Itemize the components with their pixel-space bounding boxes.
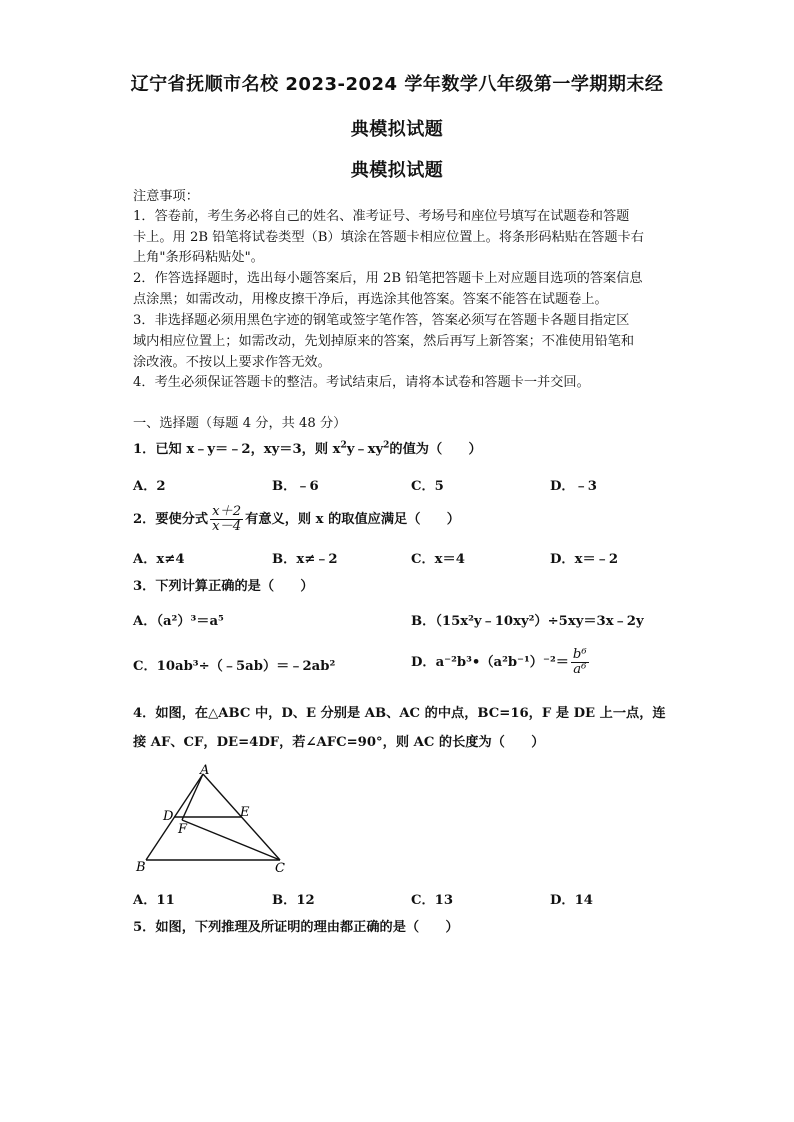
notice-line: 3．非选择题必须用黑色字迹的钢笔或签字笔作答，答案必须写在答题卡各题目指定区 [133,313,630,328]
label-b: B [136,860,146,875]
q2-fraction: $\frac{x+2}{x-4}$ [212,504,242,534]
q2-option-c: C．x＝4 [411,552,465,567]
question-1-stem: 1．已知 x﹣y＝﹣2，xy＝3，则 $x^2y﹣xy^2$的值为（ ） [133,440,482,457]
q4-option-d: D．14 [550,893,593,908]
label-f: F [178,822,188,837]
q4-option-b: B．12 [272,893,315,908]
q3-option-b: B．（15x²y﹣10xy²）÷5xy＝3x﹣2y [411,614,644,629]
notice-line: 1．答卷前，考生务必将自己的姓名、准考证号、考场号和座位号填写在试题卷和答题 [133,209,630,224]
section-heading: 一、选择题（每题 4 分，共 48 分） [133,416,347,431]
segment-fc [182,820,280,860]
question-2-stem: 2．要使分式 $\frac{x+2}{x-4}$ 有意义，则 x 的取值应满足（ ） [133,504,460,534]
q3-option-d: D．a⁻²b³•（a²b⁻¹）⁻²＝ $\frac{\text{b⁶}}{\text{a⁶}}$ [411,647,587,677]
q1-option-d: D．﹣3 [550,479,597,494]
notice-heading: 注意事项： [133,189,199,204]
notice-line: 域内相应位置上；如需改动，先划掉原来的答案，然后再写上新答案；不准使用铅笔和 [133,334,635,349]
page-title-line3: 典模拟试题 [350,160,444,181]
q3-option-c: C．10ab³÷（﹣5ab）＝﹣2ab² [133,659,336,674]
q1-option-b: B．﹣6 [272,479,319,494]
q3-d-fraction: $\frac{\text{b⁶}}{\text{a⁶}}$ [572,647,587,677]
q2-option-d: D．x＝﹣2 [550,552,619,567]
notice-line: 2．作答选择题时，选出每小题答案后，用 2B 铅笔把答题卡上对应题目选项的答案信息 [133,271,643,286]
notice-line: 卡上。用 2B 铅笔将试卷类型（B）填涂在答题卡相应位置上。将条形码粘贴在答题卡右 [133,230,644,245]
question-4-line2: 接 AF、CF，DE=4DF，若∠AFC=90°，则 AC 的长度为（ ） [133,735,545,750]
notice-line: 4．考生必须保证答题卡的整洁。考试结束后，请将本试卷和答题卡一并交回。 [133,375,590,390]
notice-line: 涂改液。不按以上要求作答无效。 [133,355,331,370]
triangle-figure [130,762,310,882]
q1-option-c: C．5 [411,479,444,494]
notice-line: 点涂黑；如需改动，用橡皮擦干净后，再选涂其他答案。答案不能答在试题卷上。 [133,292,608,307]
page-title-line2: 典模拟试题 [350,119,444,140]
q4-option-a: A．11 [133,893,175,908]
label-a: A [200,763,210,778]
label-e: E [240,805,250,820]
q2-option-b: B．x≠﹣2 [272,552,338,567]
label-c: C [275,861,285,876]
notice-line: 上角"条形码粘贴处"。 [133,250,264,265]
q2-option-a: A．x≠4 [133,552,185,567]
segment-af [182,774,203,820]
page-title: 辽宁省抚顺市名校 2023-2024 学年数学八年级第一学期期末经 [130,74,664,95]
q1-option-a: A．2 [133,479,166,494]
q4-option-c: C．13 [411,893,454,908]
question-4-line1: 4．如图，在△ABC 中，D、E 分别是 AB、AC 的中点，BC=16，F 是 DE 上一点，连 [133,706,666,721]
question-5-stem: 5．如图，下列推理及所证明的理由都正确的是（ ） [133,920,459,935]
q3-option-a: A．（a²）³＝a⁵ [133,614,224,629]
label-d: D [163,809,174,824]
question-3-stem: 3．下列计算正确的是（ ） [133,579,314,594]
